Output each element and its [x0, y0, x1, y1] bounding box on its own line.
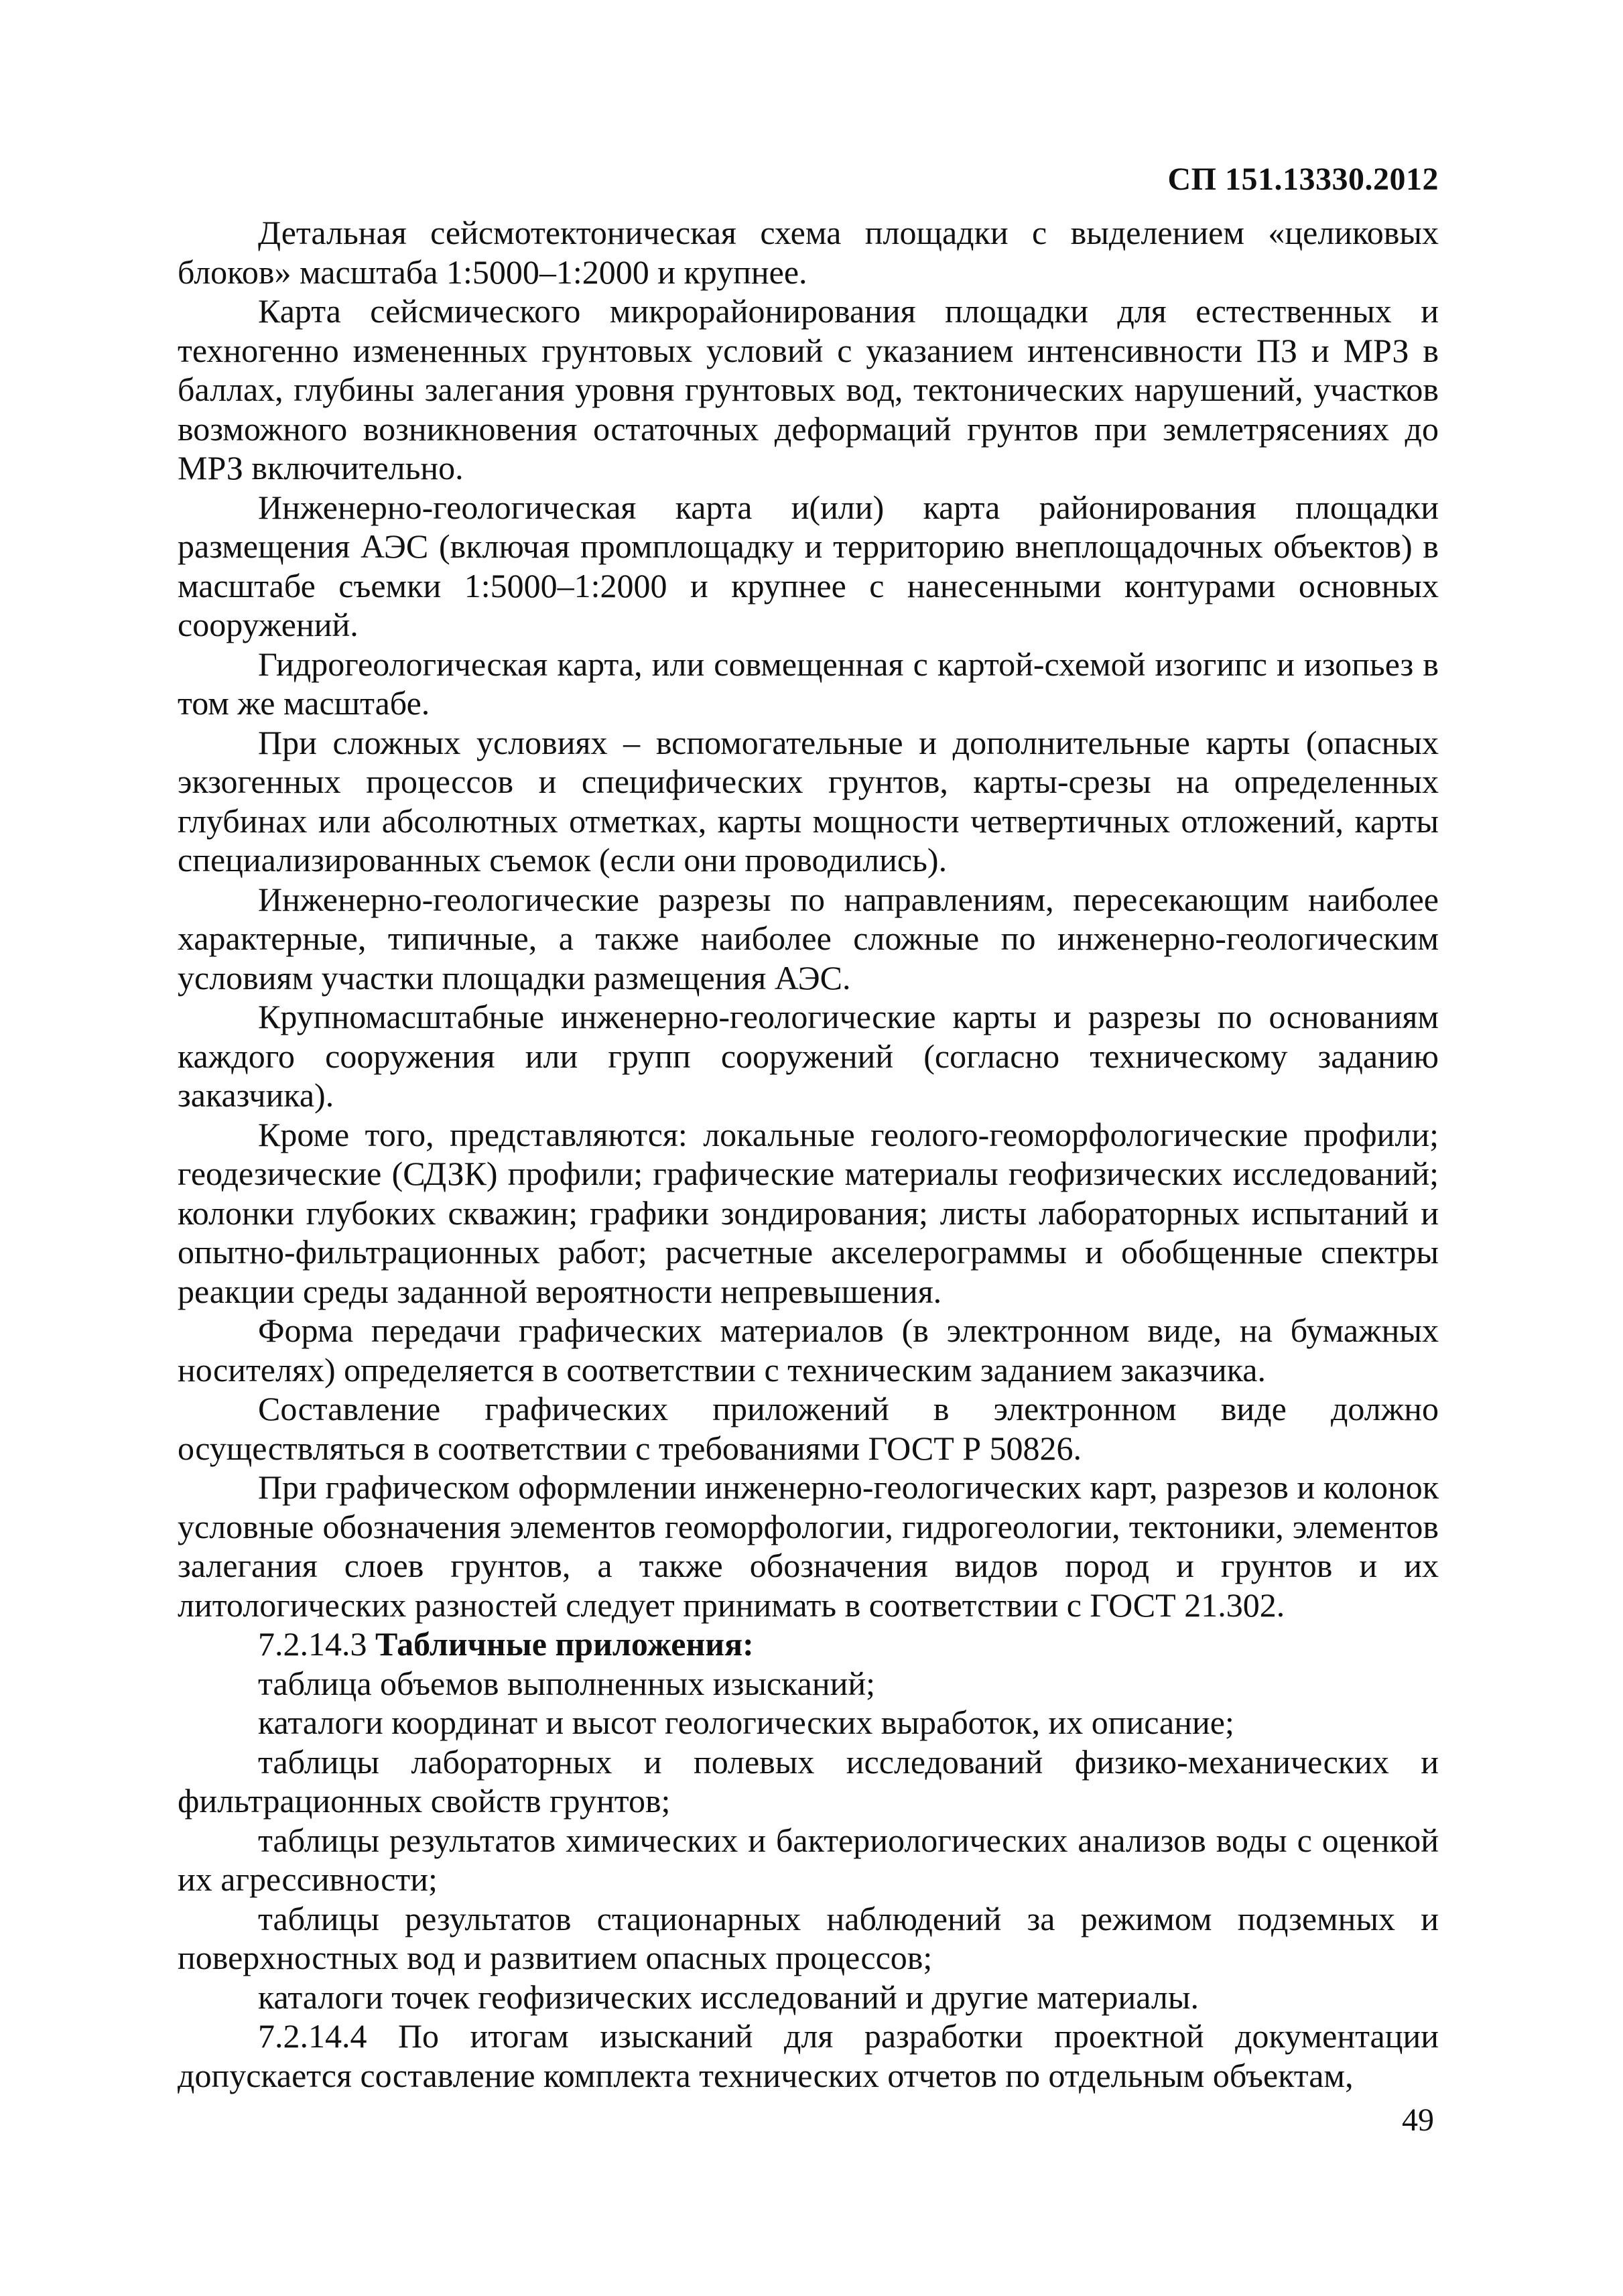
section-title: Табличные приложения: — [375, 1625, 754, 1663]
list-item: таблицы лабораторных и полевых исследований физико-механических и фильтрационных свойств грунтов; — [178, 1742, 1439, 1820]
list-item: каталоги точек геофизических исследований и другие материалы. — [258, 1978, 1199, 2016]
list-item: таблица объемов выполненных изысканий; — [258, 1664, 875, 1702]
paragraph: Форма передачи графических материалов (в электронном виде, на бумажных носителях) определяется в соответствии с техническим заданием заказчика. — [178, 1312, 1439, 1389]
list-item: таблицы результатов химических и бактериологических анализов воды с оценкой их агрессивности; — [178, 1821, 1439, 1898]
paragraph: 7.2.14.4 По итогам изысканий для разработки проектной документации допускается составление комплекта технических отчетов по отдельным объектам, — [178, 2017, 1439, 2094]
document-code: СП 151.13330.2012 — [1167, 162, 1439, 197]
paragraph: При графическом оформлении инженерно-геологических карт, разрезов и колонок условные обозначения элементов геоморфологии, гидрогеологии, тектоники, элементов залегания слоев грунтов, а также обозначения видов пород и грунтов и их литологических разностей следует принимать в соответствии с ГОСТ 21.302. — [178, 1468, 1439, 1624]
body-text — [178, 213, 1439, 2095]
paragraph: Карта сейсмического микрорайонирования площадки для естественных и техногенно измененных грунтовых условий с указанием интенсивности ПЗ и МРЗ в баллах, глубины залегания уровня грунтовых вод, тектонических нарушений, участков возможного возникновения остаточных деформаций грунтов при землетрясениях до МРЗ включительно. — [178, 292, 1439, 487]
paragraph: Крупномасштабные инженерно-геологические карты и разрезы по основаниям каждого сооружения или групп сооружений (согласно техническому заданию заказчика). — [178, 998, 1439, 1114]
paragraph: Инженерно-геологические разрезы по направлениям, пересекающим наиболее характерные, типичные, а также наиболее сложные по инженерно-геологическим условиям участки площадки размещения АЭС. — [178, 880, 1439, 997]
paragraph: Детальная сейсмотектоническая схема площадки с выделением «целиковых блоков» масштаба 1:5000–1:2000 и крупнее. — [178, 214, 1439, 291]
section-number: 7.2.14.3 — [258, 1625, 375, 1663]
list-item: таблицы результатов стационарных наблюдений за режимом подземных и поверхностных вод и развитием опасных процессов; — [178, 1899, 1439, 1976]
paragraph: Составление графических приложений в электронном виде должно осуществляться в соответствии с требованиями ГОСТ Р 50826. — [178, 1390, 1439, 1467]
page-number: 49 — [1402, 2102, 1434, 2138]
paragraph: Инженерно-геологическая карта и(или) карта районирования площадки размещения АЭС (включая промплощадку и территорию внеплощадочных объектов) в масштабе съемки 1:5000–1:2000 и крупнее с нанесенными контурами основных сооружений. — [178, 488, 1439, 643]
section-heading — [178, 1624, 1439, 1664]
list-item: каталоги координат и высот геологических выработок, их описание; — [258, 1704, 1234, 1741]
paragraph: При сложных условиях – вспомогательные и дополнительные карты (опасных экзогенных процессов и специфических грунтов, карты-срезы на определенных глубинах или абсолютных отметках, карты мощности четвертичных отложений, карты специализированных съемок (если они проводились). — [178, 723, 1439, 879]
paragraph: Кроме того, представляются: локальные геолого-геоморфологические профили; геодезические (СДЗК) профили; графические материалы геофизических исследований; колонки глубоких скважин; графики зондирования; листы лабораторных испытаний и опытно-фильтрационных работ; расчетные акселерограммы и обобщенные спектры реакции среды заданной вероятности непревышения. — [178, 1115, 1439, 1310]
paragraph: Гидрогеологическая карта, или совмещенная с картой-схемой изогипс и изопьез в том же масштабе. — [178, 645, 1439, 722]
